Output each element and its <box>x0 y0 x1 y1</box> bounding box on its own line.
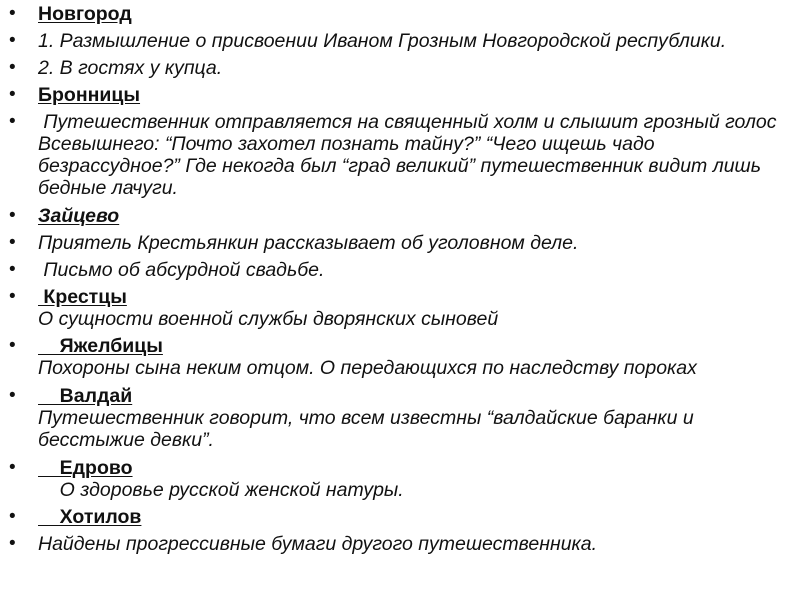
list-item <box>8 111 798 199</box>
list-item <box>8 30 798 52</box>
bullet-icon: • <box>9 232 16 253</box>
station-heading-yazhelbitsy: Яжелбицы <box>38 335 163 357</box>
station-heading-khotilov: Хотилов <box>38 506 142 528</box>
bullet-icon: • <box>9 57 16 78</box>
list-item <box>8 232 798 254</box>
station-heading-zaitsevo: Зайцево <box>38 205 120 227</box>
bullet-icon: • <box>9 259 16 280</box>
list-item <box>8 457 798 501</box>
station-heading-edrovo: Едрово <box>38 457 133 479</box>
item-text: Письмо об абсурдной свадьбе. <box>38 259 325 281</box>
item-text: Приятель Крестьянкин рассказывает об уголовном деле. <box>38 232 579 254</box>
bullet-icon: • <box>9 111 16 132</box>
item-text: Путешественник отправляется на священный холм и слышит грозный голос Всевышнего: “Почто захотел познать тайну?” “Чего ищешь чадо безрассудное?” Где некогда был “град великий” путешественник видит лишь бедные лачуги. <box>38 111 782 199</box>
bullet-icon: • <box>9 205 16 226</box>
bullet-icon: • <box>9 385 16 406</box>
item-text: Похороны сына неким отцом. О передающихся по наследству пороках <box>38 357 697 379</box>
list-item <box>8 385 798 451</box>
station-heading-bronnitsy: Бронницы <box>38 84 141 106</box>
list-item <box>8 506 798 528</box>
bullet-icon: • <box>9 533 16 554</box>
bullet-icon: • <box>9 335 16 356</box>
station-heading-novgorod: Новгород <box>38 3 132 25</box>
bullet-icon: • <box>9 506 16 527</box>
item-text: О здоровье русской женской натуры. <box>38 479 404 501</box>
list-item <box>8 3 798 25</box>
bullet-icon: • <box>9 30 16 51</box>
station-heading-valdai: Валдай <box>38 385 133 407</box>
list-item <box>8 57 798 79</box>
item-text: О сущности военной службы дворянских сыновей <box>38 308 499 330</box>
bullet-list <box>8 3 798 555</box>
bullet-icon: • <box>9 457 16 478</box>
list-item <box>8 259 798 281</box>
item-text: Найдены прогрессивные бумаги другого путешественника. <box>38 533 598 555</box>
bullet-icon: • <box>9 84 16 105</box>
list-item <box>8 84 798 106</box>
item-text: Путешественник говорит, что всем известны “валдайские баранки и бесстыжие девки”. <box>38 407 700 451</box>
list-item <box>8 335 798 379</box>
list-item <box>8 286 798 330</box>
bullet-icon: • <box>9 286 16 307</box>
station-heading-kresttsy: Крестцы <box>38 286 127 308</box>
list-item <box>8 205 798 227</box>
list-item <box>8 533 798 555</box>
item-text: 1. Размышление о присвоении Иваном Грозным Новгородской республики. <box>38 30 727 52</box>
bullet-icon: • <box>9 3 16 24</box>
item-text: 2. В гостях у купца. <box>38 57 223 79</box>
